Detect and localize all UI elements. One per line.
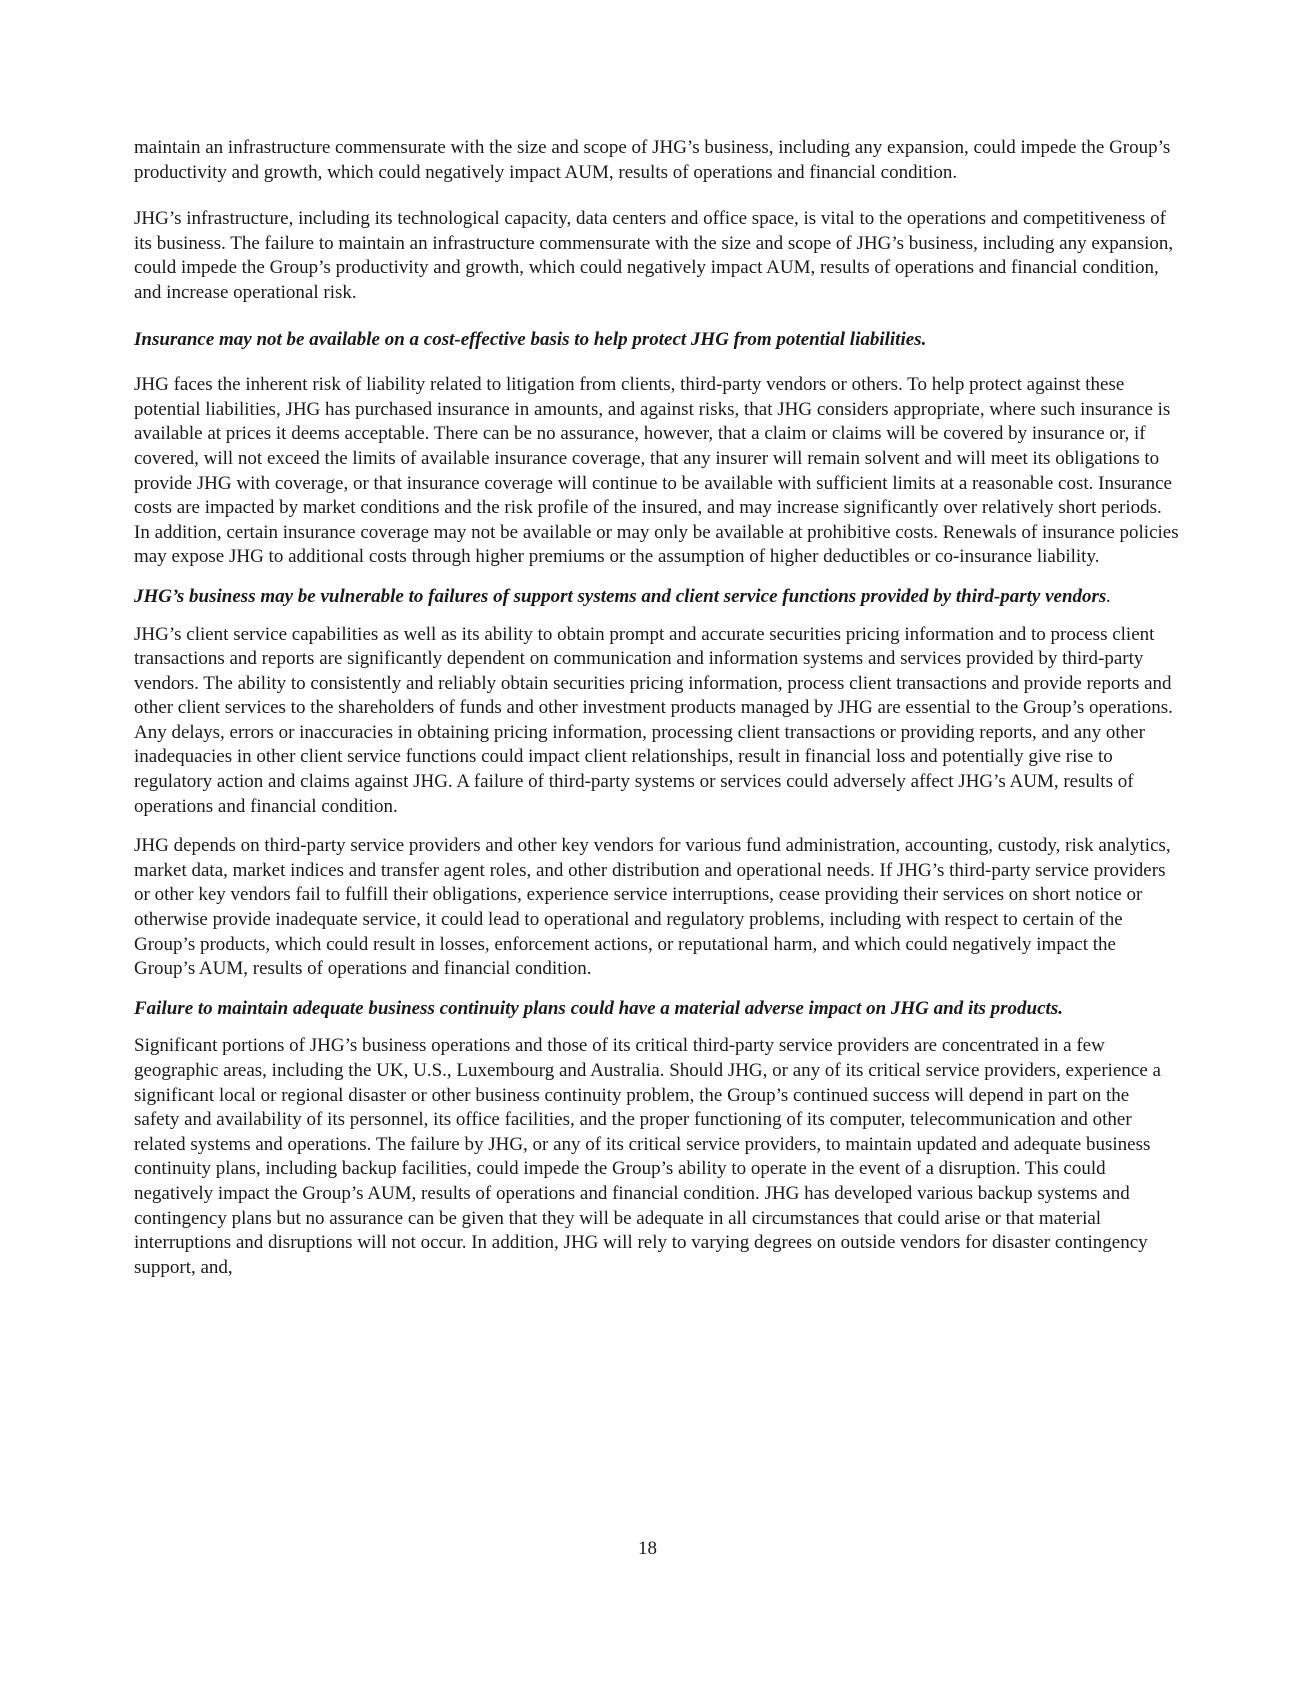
paragraph-service-providers: JHG depends on third-party service providers and other key vendors for various fund administration, accounting, custody, risk analytics, market data, market indices and transfer agent roles, and other distribution and operational needs. If JHG’s third-party service providers or other key vendors fail to fulfill their obligations, experience service interruptions, cease providing their services on short notice or otherwise provide inadequate service, it could lead to operational and regulatory problems, including with respect to certain of the Group’s products, which could result in losses, enforcement actions, or reputational harm, and which could negatively impact the Group’s AUM, results of operations and financial condition.: [134, 835, 1171, 980]
paragraph-insurance: JHG faces the inherent risk of liability related to litigation from clients, third-party vendors or others. To help protect against these potential liabilities, JHG has purchased insurance in amounts, and against risks, that JHG considers appropriate, where such insurance is available at prices it deems acceptable. There can be no assurance, however, that a claim or claims will be covered by insurance or, if covered, will not exceed the limits of available insurance coverage, that any insurer will remain solvent and will meet its obligations to provide JHG with coverage, or that insurance coverage will continue to be available with sufficient limits at a reasonable cost. Insurance costs are impacted by market conditions and the risk profile of the insured, and may increase significantly over relatively short periods. In addition, certain insurance coverage may not be available or may only be available at prohibitive costs. Renewals of insurance policies may expose JHG to additional costs through higher premiums or the assumption of higher deductibles or co-insurance liability.: [134, 374, 1179, 568]
paragraph-infrastructure: JHG’s infrastructure, including its technological capacity, data centers and office space, is vital to the operations and competitiveness of its business. The failure to maintain an infrastructure commensurate with the size and scope of JHG’s business, including any expansion, could impede the Group’s productivity and growth, which could negatively impact AUM, results of operations and financial condition, and increase operational risk.: [134, 208, 1174, 303]
paragraph-business-continuity: Significant portions of JHG’s business operations and those of its critical third-party service providers are concentrated in a few geographic areas, including the UK, U.S., Luxembourg and Australia. Should JHG, or any of its critical service providers, experience a significant local or regional disaster or other business continuity problem, the Group’s continued success will depend in part on the safety and availability of its personnel, its office facilities, and the proper functioning of its computer, telecommunication and other related systems and operations. The failure by JHG, or any of its critical service providers, to maintain updated and adequate business continuity plans, including backup facilities, could impede the Group’s ability to operate in the event of a disruption. This could negatively impact the Group’s AUM, results of operations and financial condition. JHG has developed various backup systems and contingency plans but no assurance can be given that they will be adequate in all circumstances that could arise or that material interruptions and disruptions will not occur. In addition, JHG will rely to varying degrees on outside vendors for disaster contingency support, and,: [134, 1035, 1161, 1278]
page-number: 18: [638, 1538, 657, 1559]
heading-third-party-vendors-text: JHG’s business may be vulnerable to failures of support systems and client service functions provided by third-party vendors: [134, 585, 1107, 607]
heading-insurance: Insurance may not be available on a cost-effective basis to help protect JHG from potential liabilities.: [134, 328, 927, 350]
paragraph-infrastructure-continued: maintain an infrastructure commensurate with the size and scope of JHG’s business, including any expansion, could impede the Group’s productivity and growth, which could negatively impact AUM, results of operations and financial condition.: [134, 137, 1171, 183]
heading-business-continuity: Failure to maintain adequate business continuity plans could have a material adverse impact on JHG and its products.: [134, 997, 1063, 1019]
heading-third-party-vendors: [134, 585, 1179, 610]
document-page: [134, 136, 1179, 1302]
paragraph-client-service: JHG’s client service capabilities as well as its ability to obtain prompt and accurate securities pricing information and to process client transactions and reports are significantly dependent on communication and information systems and services provided by third-party vendors. The ability to consistently and reliably obtain securities pricing information, process client transactions and provide reports and other client services to the shareholders of funds and other investment products managed by JHG are essential to the Group’s operations. Any delays, errors or inaccuracies in obtaining pricing information, processing client transactions or providing reports, and any other inadequacies in other client service functions could impact client relationships, result in financial loss and potentially give rise to regulatory action and claims against JHG. A failure of third-party systems or services could adversely affect JHG’s AUM, results of operations and financial condition.: [134, 623, 1173, 817]
heading-third-party-vendors-period: .: [1106, 585, 1112, 607]
